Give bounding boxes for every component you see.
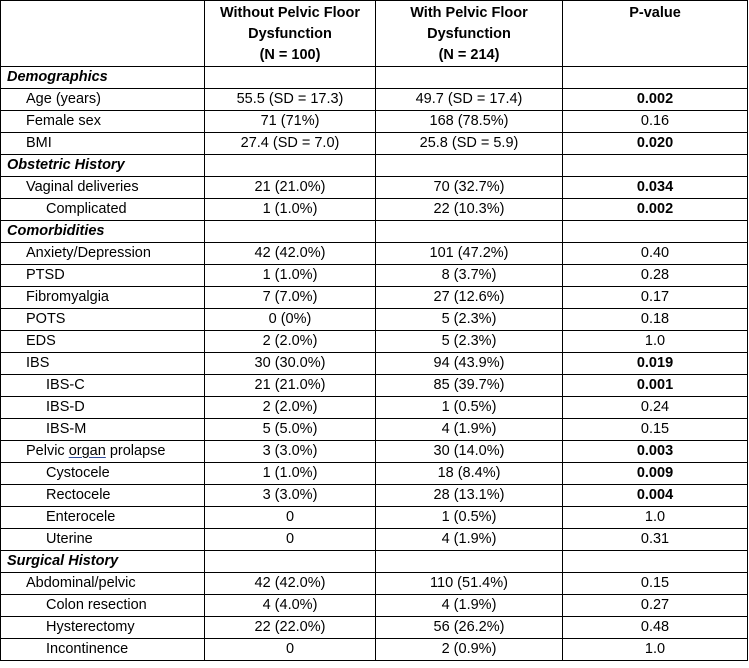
with-dysfunction-value: 25.8 (SD = 5.9) (376, 133, 563, 155)
row-label: Fibromyalgia (1, 287, 205, 309)
row-label: Cystocele (1, 463, 205, 485)
with-dysfunction-value: 8 (3.7%) (376, 265, 563, 287)
without-dysfunction-value: 0 (205, 529, 376, 551)
section-empty-cell (205, 221, 376, 243)
section-heading: Obstetric History (1, 155, 205, 177)
with-dysfunction-value: 30 (14.0%) (376, 441, 563, 463)
p-value: 0.003 (563, 441, 748, 463)
p-value: 1.0 (563, 639, 748, 661)
section-heading: Surgical History (1, 551, 205, 573)
p-value: 0.034 (563, 177, 748, 199)
p-value: 0.40 (563, 243, 748, 265)
without-dysfunction-value: 7 (7.0%) (205, 287, 376, 309)
p-value: 0.16 (563, 111, 748, 133)
without-dysfunction-value: 0 (205, 507, 376, 529)
table-row (1, 287, 748, 309)
with-dysfunction-value: 5 (2.3%) (376, 309, 563, 331)
header-pvalue-column: P-value (563, 1, 748, 67)
with-dysfunction-value: 94 (43.9%) (376, 353, 563, 375)
row-label: Rectocele (1, 485, 205, 507)
with-dysfunction-value: 28 (13.1%) (376, 485, 563, 507)
with-dysfunction-value: 5 (2.3%) (376, 331, 563, 353)
with-dysfunction-value: 27 (12.6%) (376, 287, 563, 309)
table-row (1, 309, 748, 331)
row-label: IBS-M (1, 419, 205, 441)
header-without-line3: (N = 100) (259, 47, 321, 63)
table-row (1, 617, 748, 639)
section-empty-cell (563, 221, 748, 243)
section-heading: Comorbidities (1, 221, 205, 243)
table-row (1, 133, 748, 155)
p-value: 0.31 (563, 529, 748, 551)
row-label: Enterocele (1, 507, 205, 529)
without-dysfunction-value: 1 (1.0%) (205, 199, 376, 221)
without-dysfunction-value: 0 (205, 639, 376, 661)
table-row (1, 89, 748, 111)
with-dysfunction-value: 1 (0.5%) (376, 397, 563, 419)
row-label: Complicated (1, 199, 205, 221)
section-empty-cell (205, 155, 376, 177)
without-dysfunction-value: 71 (71%) (205, 111, 376, 133)
row-label: Female sex (1, 111, 205, 133)
section-row (1, 67, 748, 89)
table-row (1, 199, 748, 221)
table-body (1, 67, 748, 661)
section-empty-cell (376, 155, 563, 177)
with-dysfunction-value: 101 (47.2%) (376, 243, 563, 265)
section-empty-cell (563, 67, 748, 89)
table-row (1, 639, 748, 661)
section-heading: Demographics (1, 67, 205, 89)
table-row (1, 375, 748, 397)
row-label: Vaginal deliveries (1, 177, 205, 199)
p-value: 0.15 (563, 573, 748, 595)
table-row (1, 573, 748, 595)
without-dysfunction-value: 2 (2.0%) (205, 397, 376, 419)
header-without-line2: Dysfunction (248, 26, 332, 42)
p-value: 1.0 (563, 331, 748, 353)
without-dysfunction-value: 30 (30.0%) (205, 353, 376, 375)
section-empty-cell (376, 551, 563, 573)
with-dysfunction-value: 56 (26.2%) (376, 617, 563, 639)
p-value: 0.004 (563, 485, 748, 507)
p-value: 0.15 (563, 419, 748, 441)
with-dysfunction-value: 22 (10.3%) (376, 199, 563, 221)
header-with-line2: Dysfunction (427, 26, 511, 42)
row-label: Colon resection (1, 595, 205, 617)
table-row (1, 419, 748, 441)
with-dysfunction-value: 1 (0.5%) (376, 507, 563, 529)
p-value: 0.48 (563, 617, 748, 639)
table-row (1, 441, 748, 463)
without-dysfunction-value: 21 (21.0%) (205, 375, 376, 397)
p-value: 1.0 (563, 507, 748, 529)
without-dysfunction-value: 42 (42.0%) (205, 573, 376, 595)
header-label-column (1, 1, 205, 67)
with-dysfunction-value: 18 (8.4%) (376, 463, 563, 485)
without-dysfunction-value: 5 (5.0%) (205, 419, 376, 441)
p-value: 0.001 (563, 375, 748, 397)
row-label: Abdominal/pelvic (1, 573, 205, 595)
section-empty-cell (376, 221, 563, 243)
section-empty-cell (563, 551, 748, 573)
row-label: IBS-D (1, 397, 205, 419)
row-label: BMI (1, 133, 205, 155)
p-value: 0.009 (563, 463, 748, 485)
header-without-column (205, 1, 376, 67)
with-dysfunction-value: 85 (39.7%) (376, 375, 563, 397)
table-row (1, 507, 748, 529)
table-row (1, 397, 748, 419)
header-row (1, 1, 748, 67)
section-row (1, 551, 748, 573)
with-dysfunction-value: 168 (78.5%) (376, 111, 563, 133)
table-row (1, 595, 748, 617)
without-dysfunction-value: 2 (2.0%) (205, 331, 376, 353)
table-row (1, 529, 748, 551)
table-row (1, 353, 748, 375)
p-value: 0.24 (563, 397, 748, 419)
row-label: EDS (1, 331, 205, 353)
row-label: Incontinence (1, 639, 205, 661)
without-dysfunction-value: 42 (42.0%) (205, 243, 376, 265)
without-dysfunction-value: 4 (4.0%) (205, 595, 376, 617)
table-row (1, 265, 748, 287)
row-label: IBS-C (1, 375, 205, 397)
without-dysfunction-value: 0 (0%) (205, 309, 376, 331)
table-row (1, 243, 748, 265)
with-dysfunction-value: 49.7 (SD = 17.4) (376, 89, 563, 111)
section-empty-cell (205, 67, 376, 89)
section-empty-cell (205, 551, 376, 573)
with-dysfunction-value: 4 (1.9%) (376, 419, 563, 441)
without-dysfunction-value: 21 (21.0%) (205, 177, 376, 199)
row-label: IBS (1, 353, 205, 375)
header-with-line3: (N = 214) (438, 47, 500, 63)
without-dysfunction-value: 3 (3.0%) (205, 485, 376, 507)
row-label: Age (years) (1, 89, 205, 111)
row-label: PTSD (1, 265, 205, 287)
row-label: Uterine (1, 529, 205, 551)
p-value: 0.27 (563, 595, 748, 617)
without-dysfunction-value: 1 (1.0%) (205, 463, 376, 485)
p-value: 0.002 (563, 199, 748, 221)
table-row (1, 485, 748, 507)
p-value: 0.020 (563, 133, 748, 155)
section-empty-cell (563, 155, 748, 177)
p-value: 0.17 (563, 287, 748, 309)
section-row (1, 221, 748, 243)
with-dysfunction-value: 4 (1.9%) (376, 595, 563, 617)
table-row (1, 331, 748, 353)
header-with-column (376, 1, 563, 67)
with-dysfunction-value: 70 (32.7%) (376, 177, 563, 199)
header-with-line1: With Pelvic Floor (410, 5, 528, 21)
row-label: Hysterectomy (1, 617, 205, 639)
section-empty-cell (376, 67, 563, 89)
without-dysfunction-value: 27.4 (SD = 7.0) (205, 133, 376, 155)
p-value: 0.019 (563, 353, 748, 375)
row-label: Anxiety/Depression (1, 243, 205, 265)
p-value: 0.28 (563, 265, 748, 287)
with-dysfunction-value: 2 (0.9%) (376, 639, 563, 661)
table-row (1, 177, 748, 199)
table-row (1, 463, 748, 485)
without-dysfunction-value: 3 (3.0%) (205, 441, 376, 463)
with-dysfunction-value: 4 (1.9%) (376, 529, 563, 551)
header-without-line1: Without Pelvic Floor (219, 5, 361, 21)
without-dysfunction-value: 22 (22.0%) (205, 617, 376, 639)
p-value: 0.002 (563, 89, 748, 111)
with-dysfunction-value: 110 (51.4%) (376, 573, 563, 595)
without-dysfunction-value: 1 (1.0%) (205, 265, 376, 287)
section-row (1, 155, 748, 177)
row-label: POTS (1, 309, 205, 331)
p-value: 0.18 (563, 309, 748, 331)
table-row (1, 111, 748, 133)
row-label: Pelvic organ prolapse (1, 441, 205, 463)
without-dysfunction-value: 55.5 (SD = 17.3) (205, 89, 376, 111)
